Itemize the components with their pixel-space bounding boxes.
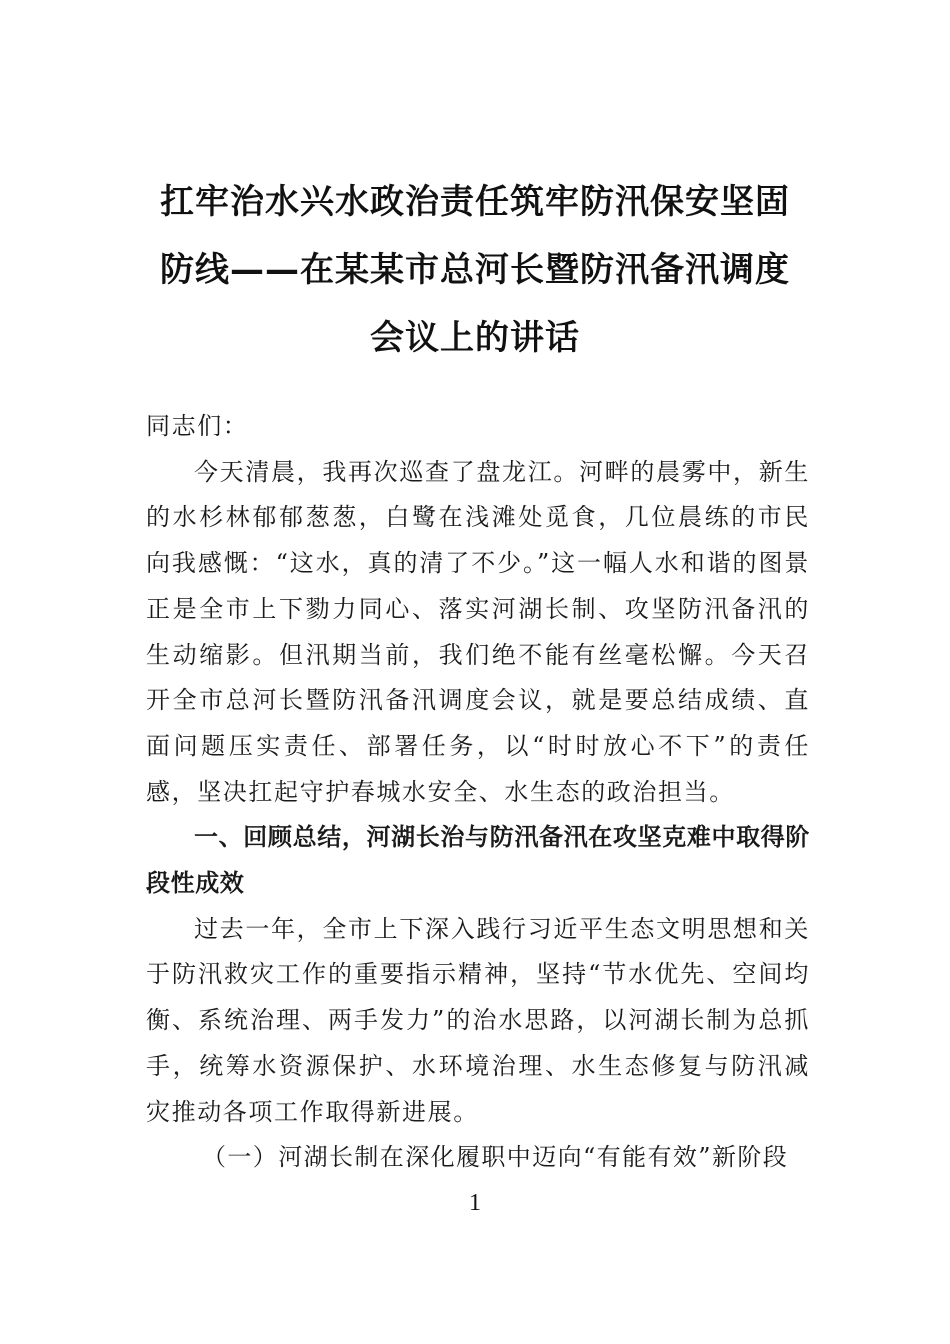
title-line-3: 会议上的讲话 (370, 318, 580, 358)
section-1-paragraph: 过去一年，全市上下深入践行习近平生态文明思想和关于防汛救灾工作的重要指示精神，坚持“节水优先、空间均衡、系统治理、两手发力”的治水思路，以河湖长制为总抓手，统筹水资源保护、水环境治理、水生态修复与防汛减灾推动各项工作取得新进展。 (146, 914, 810, 1126)
page-number: 1 (469, 1190, 481, 1216)
section-1-heading: 一、回顾总结，河湖长治与防汛备汛在攻坚克难中取得阶段性成效 (146, 823, 810, 898)
intro-paragraph: 今天清晨，我再次巡查了盘龙江。河畔的晨雾中，新生的水杉林郁郁葱葱，白鹭在浅滩处觅食，几位晨练的市民向我感慨：“这水，真的清了不少。”这一幅人水和谐的图景正是全市上下勠力同心、落实河湖长制、攻坚防汛备汛的生动缩影。但汛期当前，我们绝不能有丝毫松懈。今天召开全市总河长暨防汛备汛调度会议，就是要总结成绩、直面问题压实责任、部署任务，以“时时放心不下”的责任感，坚决扛起守护春城水安全、水生态的政治担当。 (146, 457, 810, 806)
document-body (146, 404, 810, 1181)
title-line-1: 扛牢治水兴水政治责任筑牢防汛保安坚固 (160, 182, 790, 222)
document-title (140, 168, 810, 372)
title-line-2: 防线——在某某市总河长暨防汛备汛调度 (160, 250, 790, 290)
salutation: 同志们： (146, 412, 249, 440)
subsection-1-heading: （一）河湖长制在深化履职中迈向“有能有效”新阶段 (202, 1143, 789, 1172)
